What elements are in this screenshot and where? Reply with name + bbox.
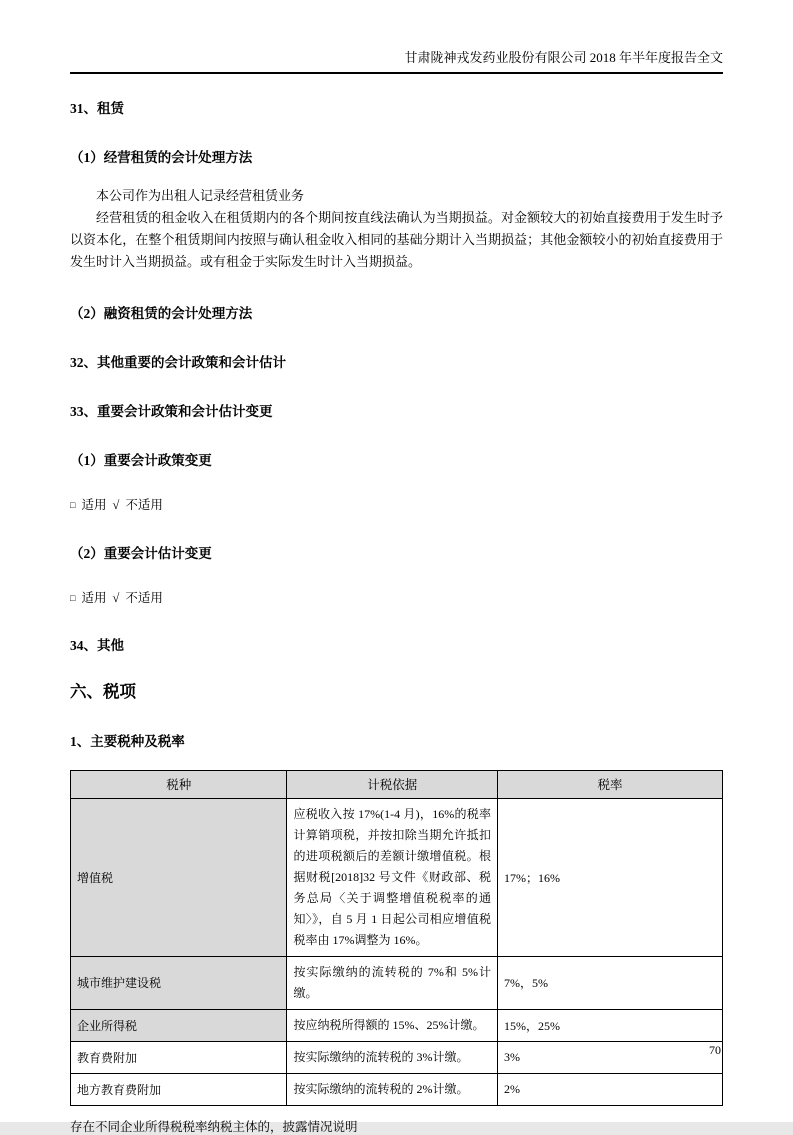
tax-rate-cell: 7%，5%	[498, 956, 723, 1009]
paragraph-operating-lease: 经营租赁的租金收入在租赁期内的各个期间按直线法确认为当期损益。对金额较大的初始直接费用于发生时予以资本化，在整个租赁期间内按照与确认租金收入相同的基础分期计入当期损益；其他金额较小的初始直接费用于发生时计入当期损益。或有租金于实际发生时计入当期损益。	[70, 209, 723, 269]
tax-rate-cell: 2%	[498, 1073, 723, 1105]
section-33-2-title: （2）重要会计估计变更	[70, 545, 212, 561]
tax-basis-cell: 按应纳税所得额的 15%、25%计缴。	[287, 1009, 498, 1041]
tax-type-cell: 地方教育费附加	[71, 1073, 287, 1105]
tax-rate-table	[70, 770, 723, 1106]
column-header-tax-rate: 税率	[498, 770, 723, 798]
section-31-title: 31、租赁	[70, 100, 124, 116]
table-row-vat	[71, 798, 723, 956]
section-6-title: 六、税项	[70, 681, 136, 701]
tax-type-cell: 增值税	[71, 798, 287, 956]
section-31-2-title: （2）融资租赁的会计处理方法	[70, 305, 253, 321]
tax-rate-cell: 17%；16%	[498, 798, 723, 956]
tax-basis-cell: 按实际缴纳的流转税的 7%和 5%计缴。	[287, 956, 498, 1009]
report-header-title: 甘肃陇神戎发药业股份有限公司 2018 年半年度报告全文	[70, 0, 723, 74]
table-row-local-education-surcharge	[71, 1073, 723, 1105]
checkbox-unchecked-icon: □	[70, 499, 76, 510]
table-row-corporate-income-tax	[71, 1009, 723, 1041]
section-6-1-title: 1、主要税种及税率	[70, 733, 185, 749]
section-33-1-title: （1）重要会计政策变更	[70, 452, 212, 468]
table-footnote: 存在不同企业所得税税率纳税主体的，披露情况说明	[70, 1119, 358, 1134]
applicable-label: 适用	[81, 590, 107, 605]
tax-basis-cell: 应税收入按 17%(1-4 月)，16%的税率计算销项税，并按扣除当期允许抵扣的进项税额后的差额计缴增值税。根据财税[2018]32 号文件《财政部、税务总局〈关于调整增值税税率的通知〉》，自 5 月 1 日起公司相应增值税税率由 17%调整为 16%。	[287, 798, 498, 956]
tax-type-cell: 教育费附加	[71, 1041, 287, 1073]
tax-rate-cell: 3%	[498, 1041, 723, 1073]
table-row-education-surcharge	[71, 1041, 723, 1073]
tax-basis-cell: 按实际缴纳的流转税的 3%计缴。	[287, 1041, 498, 1073]
checkmark-icon: √	[112, 590, 120, 605]
applicability-line-estimate-change	[70, 591, 723, 606]
section-31-1-title: （1）经营租赁的会计处理方法	[70, 149, 253, 165]
page-number: 70	[709, 1043, 721, 1057]
applicability-line-policy-change	[70, 498, 723, 513]
tax-rate-cell: 15%，25%	[498, 1009, 723, 1041]
tax-basis-cell: 按实际缴纳的流转税的 2%计缴。	[287, 1073, 498, 1105]
section-33-title: 33、重要会计政策和会计估计变更	[70, 403, 273, 419]
column-header-tax-basis: 计税依据	[287, 770, 498, 798]
section-32-title: 32、其他重要的会计政策和会计估计	[70, 354, 286, 370]
tax-type-cell: 城市维护建设税	[71, 956, 287, 1009]
not-applicable-label: 不适用	[125, 590, 163, 605]
checkbox-unchecked-icon: □	[70, 592, 76, 603]
column-header-tax-type: 税种	[71, 770, 287, 798]
table-row-urban-maintenance-tax	[71, 956, 723, 1009]
not-applicable-label: 不适用	[125, 497, 163, 512]
applicable-label: 适用	[81, 497, 107, 512]
paragraph-lessor-record: 本公司作为出租人记录经营租赁业务	[96, 187, 305, 203]
section-34-title: 34、其他	[70, 637, 124, 653]
tax-type-cell: 企业所得税	[71, 1009, 287, 1041]
table-header-row	[71, 770, 723, 798]
checkmark-icon: √	[112, 497, 120, 512]
